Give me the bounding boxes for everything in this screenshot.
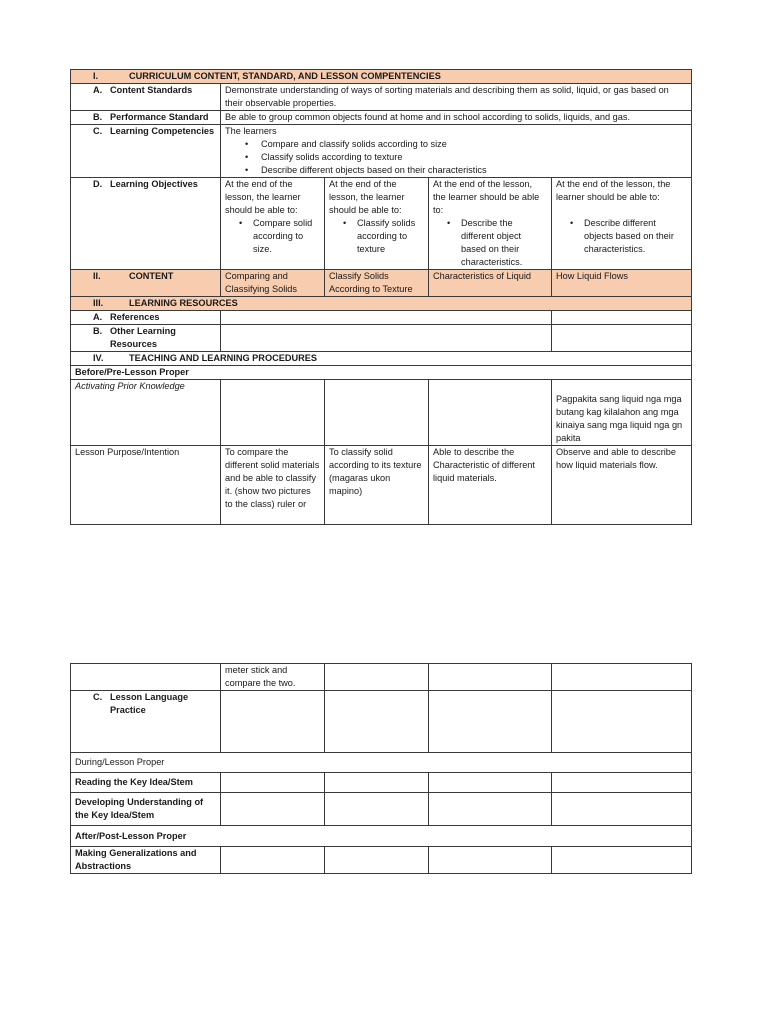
objectives-col-2: At the end of the lesson, the learner should be able to: • Classify solids according to texture [325, 178, 429, 270]
during-lesson-heading: During/Lesson Proper [71, 753, 692, 773]
reading-key-idea-label: Reading the Key Idea/Stem [71, 773, 221, 793]
generalizations-col-4 [552, 847, 692, 874]
references-label: A. References [71, 311, 221, 325]
activating-col-3 [429, 380, 552, 446]
objectives-col-4: At the end of the lesson, the learner should be able to: • Describe different objects based on their characteristics. [552, 178, 692, 270]
list-item: • Classify solids according to texture [329, 217, 424, 256]
content-standards-label: A. Content Standards [71, 84, 221, 111]
content-col-1: Comparing and Classifying Solids [221, 270, 325, 297]
activating-col-4: Pagpakita sang liquid nga mga butang kag kilalahon ang mga kinaiya sang mga liquid nga gn pakita [552, 380, 692, 446]
content-col-4: How Liquid Flows [552, 270, 692, 297]
language-col-1 [221, 691, 325, 753]
content-standards-text: Demonstrate understanding of ways of sorting materials and describing them as solid, liquid, or gas based on their observable properties. [221, 84, 692, 111]
activating-col-2 [325, 380, 429, 446]
objectives-col-1: At the end of the lesson, the learner should be able to: • Compare solid according to size. [221, 178, 325, 270]
performance-standard-text: Be able to group common objects found at home and in school according to solids, liquids, and gas. [221, 111, 692, 125]
continued-col-3 [429, 664, 552, 691]
purpose-col-1: To compare the different solid materials and be able to classify it. (show two pictures to the class) ruler or [221, 446, 325, 525]
content-col-3: Characteristics of Liquid [429, 270, 552, 297]
references-col-4 [552, 311, 692, 325]
section-heading-curriculum: I. CURRICULUM CONTENT, STANDARD, AND LESSON COMPENTENCIES [71, 70, 692, 84]
developing-col-3 [429, 793, 552, 826]
developing-col-1 [221, 793, 325, 826]
language-col-4 [552, 691, 692, 753]
continued-col-1: meter stick and compare the two. [221, 664, 325, 691]
list-item: • Describe different objects based on their characteristics [225, 164, 687, 177]
language-col-3 [429, 691, 552, 753]
continued-col-4 [552, 664, 692, 691]
activating-label: Activating Prior Knowledge [71, 380, 221, 446]
continued-label [71, 664, 221, 691]
developing-understanding-label: Developing Understanding of the Key Idea/Stem [71, 793, 221, 826]
other-resources-label: B. Other Learning Resources [71, 325, 221, 352]
generalizations-col-1 [221, 847, 325, 874]
list-item: • Compare solid according to size. [225, 217, 320, 256]
other-resources-cell [221, 325, 552, 352]
language-col-2 [325, 691, 429, 753]
learning-competencies-label: C. Learning Competencies [71, 125, 221, 178]
generalizations-col-2 [325, 847, 429, 874]
list-item: • Compare and classify solids according to size [225, 138, 687, 151]
section-heading-resources: III. LEARNING RESOURCES [71, 297, 692, 311]
purpose-col-4: Observe and able to describe how liquid materials flow. [552, 446, 692, 525]
other-resources-col-4 [552, 325, 692, 352]
continued-col-2 [325, 664, 429, 691]
section-heading-procedures: IV. TEACHING AND LEARNING PROCEDURES [71, 352, 692, 366]
objectives-col-3: At the end of the lesson, the learner should be able to: • Describe the different object based on their characteristics. [429, 178, 552, 270]
purpose-label: Lesson Purpose/Intention [71, 446, 221, 525]
purpose-col-3: Able to describe the Characteristic of different liquid materials. [429, 446, 552, 525]
developing-col-2 [325, 793, 429, 826]
list-item: • Classify solids according to texture [225, 151, 687, 164]
activating-col-1 [221, 380, 325, 446]
reading-col-3 [429, 773, 552, 793]
procedures-table-continued [70, 663, 692, 874]
after-lesson-heading: After/Post-Lesson Proper [71, 826, 692, 847]
learning-objectives-label: D. Learning Objectives [71, 178, 221, 270]
learning-competencies-intro: The learners [225, 126, 277, 136]
reading-col-2 [325, 773, 429, 793]
section-heading-content: II. CONTENT [71, 270, 221, 297]
developing-col-4 [552, 793, 692, 826]
reading-col-1 [221, 773, 325, 793]
performance-standard-label: B. Performance Standard [71, 111, 221, 125]
learning-competencies-cell [221, 125, 692, 178]
generalizations-label: Making Generalizations and Abstractions [71, 847, 221, 874]
generalizations-col-3 [429, 847, 552, 874]
content-col-2: Classify Solids According to Texture [325, 270, 429, 297]
language-practice-label: C. Lesson Language Practice [71, 691, 221, 753]
curriculum-table [70, 69, 692, 525]
list-item: • Describe different objects based on their characteristics. [556, 217, 687, 256]
before-lesson-heading: Before/Pre-Lesson Proper [71, 366, 692, 380]
competencies-list [225, 138, 687, 177]
references-cell [221, 311, 552, 325]
purpose-col-2: To classify solid according to its texture (magaras ukon mapino) [325, 446, 429, 525]
reading-col-4 [552, 773, 692, 793]
list-item: • Describe the different object based on their characteristics. [433, 217, 547, 269]
